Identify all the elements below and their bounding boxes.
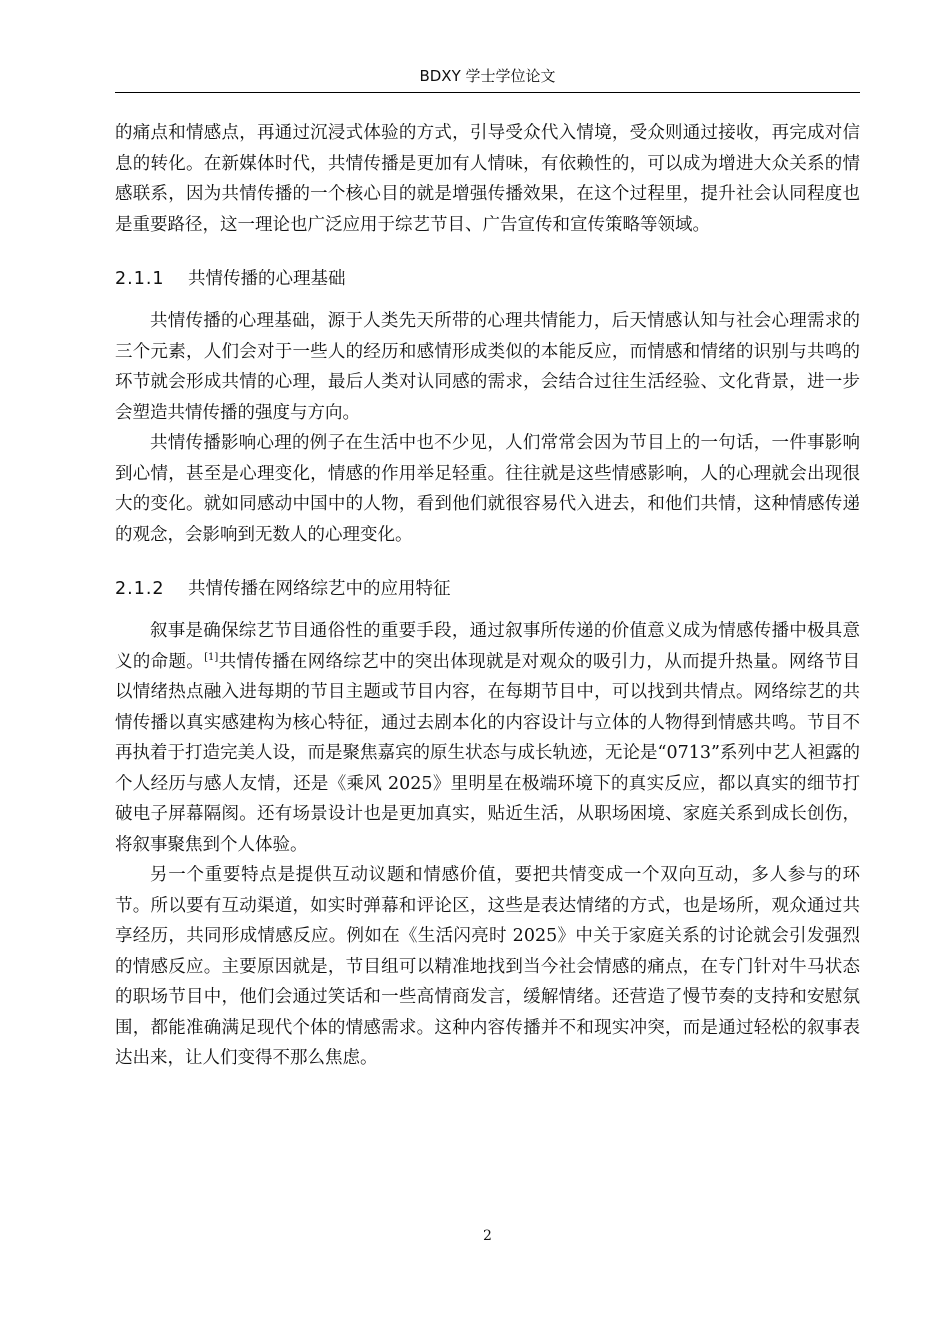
body-text	[115, 118, 860, 1074]
citation-reference[interactable]: [1]	[204, 651, 219, 663]
header-rule	[115, 92, 860, 93]
section-heading-2-1-1	[115, 264, 860, 294]
page-number: 2	[483, 1228, 492, 1244]
intro-paragraph: 的痛点和情感点，再通过沉浸式体验的方式，引导受众代入情境，受众则通过接收，再完成对信息的转化。在新媒体时代，共情传播是更加有人情味，有依赖性的，可以成为增进大众关系的情感联系，因为共情传播的一个核心目的就是增强传播效果，在这个过程里，提升社会认同程度也是重要路径，这一理论也广泛应用于综艺节目、广告宣传和宣传策略等领域。	[115, 123, 860, 235]
section-title: 共情传播在网络综艺中的应用特征	[188, 579, 451, 599]
paragraph: 另一个重要特点是提供互动议题和情感价值，要把共情变成一个双向互动，多人参与的环节。所以要有互动渠道，如实时弹幕和评论区，这些是表达情绪的方式，也是场所，观众通过共享经历，共同形成情感反应。例如在《生活闪亮时 2025》中关于家庭关系的讨论就会引发强烈的情感反应。主要原因就是，节目组可以精准地找到当今社会情感的痛点，在专门针对牛马状态的职场节目中，他们会通过笑话和一些高情商发言，缓解情绪。还营造了慢节奏的支持和安慰氛围，都能准确满足现代个体的情感需求。这种内容传播并不和现实冲突，而是通过轻松的叙事表达出来，让人们变得不那么焦虑。	[115, 865, 860, 1068]
paragraph-with-citation	[115, 616, 860, 860]
section-number: 2.1.2	[115, 579, 165, 599]
running-header: BDXY 学士学位论文	[419, 67, 556, 85]
section-number: 2.1.1	[115, 269, 165, 289]
paragraph: 共情传播影响心理的例子在生活中也不少见，人们常常会因为节目上的一句话，一件事影响到心情，甚至是心理变化，情感的作用举足轻重。往往就是这些情感影响，人的心理就会出现很大的变化。就如同感动中国中的人物，看到他们就很容易代入进去，和他们共情，这种情感传递的观念，会影响到无数人的心理变化。	[115, 433, 860, 545]
section-heading-2-1-2	[115, 574, 860, 604]
paragraph: 共情传播的心理基础，源于人类先天所带的心理共情能力，后天情感认知与社会心理需求的三个元素，人们会对于一些人的经历和感情形成类似的本能反应，而情感和情绪的识别与共鸣的环节就会形成共情的心理，最后人类对认同感的需求，会结合过往生活经验、文化背景，进一步会塑造共情传播的强度与方向。	[115, 311, 860, 423]
section-title: 共情传播的心理基础	[188, 269, 346, 289]
paragraph-text: 共情传播在网络综艺中的突出体现就是对观众的吸引力，从而提升热量。网络节目以情绪热点融入进每期的节目主题或节目内容，在每期节目中，可以找到共情点。网络综艺的共情传播以真实感建构为核心特征，通过去剧本化的内容设计与立体的人物得到情感共鸣。节目不再执着于打造完美人设，而是聚焦嘉宾的原生状态与成长轨迹，无论是“0713”系列中艺人袒露的个人经历与感人友情，还是《乘风 2025》里明星在极端环境下的真实反应，都以真实的细节打破电子屏幕隔阂。还有场景设计也是更加真实，贴近生活，从职场困境、家庭关系到成长创伤，将叙事聚焦到个人体验。	[115, 651, 860, 855]
paragraph-text: 叙事是确保综艺节目通俗性的重要手段，通过叙事所传递的价值意义成为情感传播中极具意义的命题。	[115, 621, 860, 672]
